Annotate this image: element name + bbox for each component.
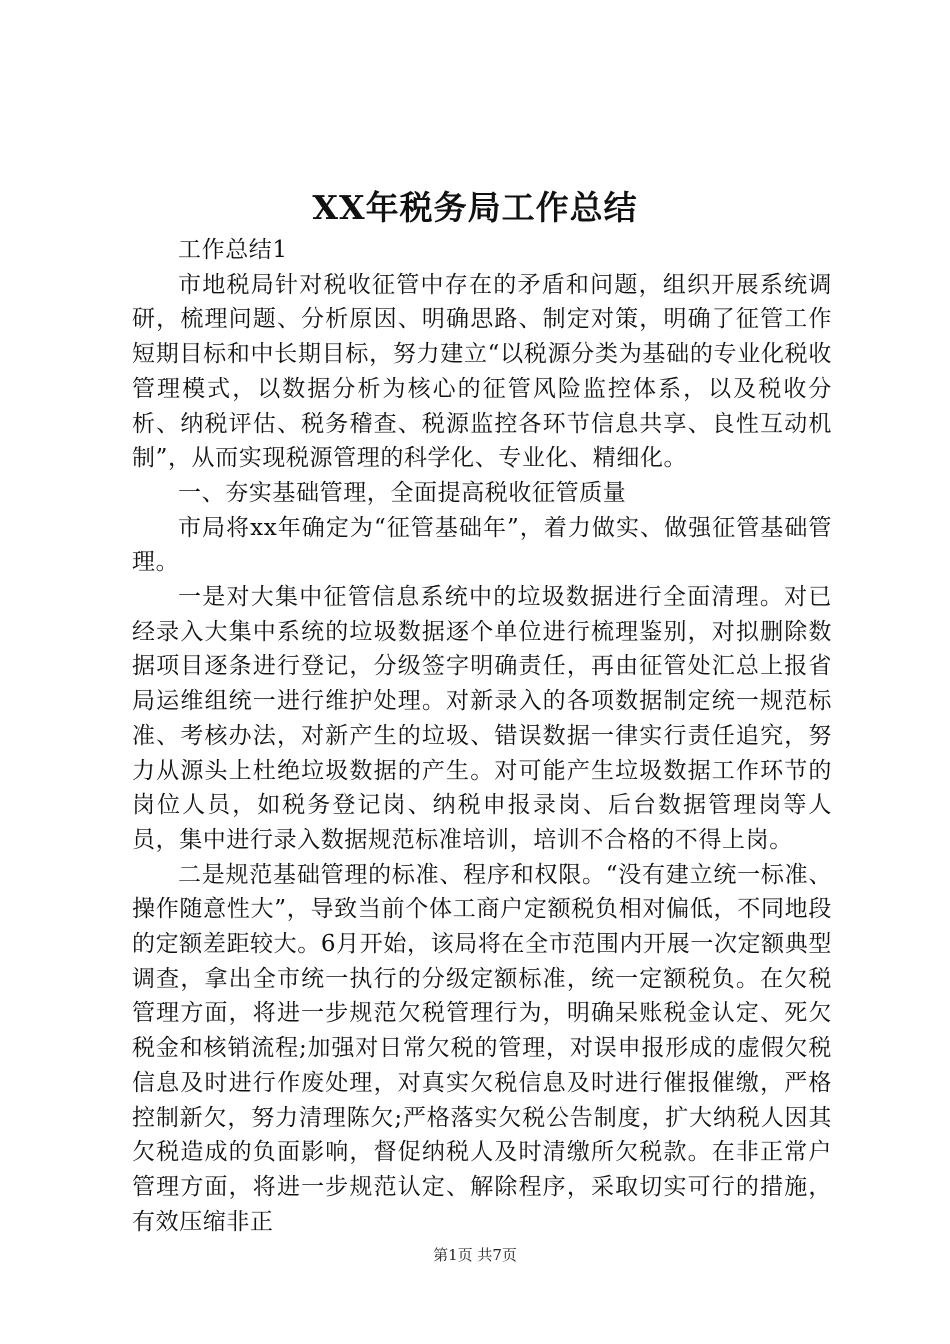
paragraph-subtitle: 工作总结1 xyxy=(178,237,288,263)
page-footer: 第1页 共7页 xyxy=(433,1246,517,1264)
document-body xyxy=(132,233,832,1239)
section-heading-1: 一、夯实基础管理，全面提高税收征管质量 xyxy=(178,479,627,506)
paragraph: 市局将xx年确定为“征管基础年”，着力做实、做强征管基础管理。 xyxy=(132,514,832,576)
paragraph: 二是规范基础管理的标准、程序和权限。“没有建立统一标准、操作随意性大”，导致当前个体工商户定额税负相对偏低，不同地段的定额差距较大。6月开始，该局将在全市范围内开展一次定额典型调查，拿出全市统一执行的分级定额标准，统一定额税负。在欠税管理方面，将进一步规范欠税管理行为，明确呆账税金认定、死欠税金和核销流程;加强对日常欠税的管理，对误申报形成的虚假欠税信息及时进行作废处理，对真实欠税信息及时进行催报催缴，严格控制新欠，努力清理陈欠;严格落实欠税公告制度，扩大纳税人因其欠税造成的负面影响，督促纳税人及时清缴所欠税款。在非正常户管理方面，将进一步规范认定、解除程序，采取切实可行的措施，有效压缩非正 xyxy=(132,861,832,1235)
paragraph: 一是对大集中征管信息系统中的垃圾数据进行全面清理。对已经录入大集中系统的垃圾数据逐个单位进行梳理鉴别，对拟删除数据项目逐条进行登记，分级签字明确责任，再由征管处汇总上报省局运维组统一进行维护处理。对新录入的各项数据制定统一规范标准、考核办法，对新产生的垃圾、错误数据一律实行责任追究，努力从源头上杜绝垃圾数据的产生。对可能产生垃圾数据工作环节的岗位人员，如税务登记岗、纳税申报录岗、后台数据管理岗等人员，集中进行录入数据规范标准培训，培训不合格的不得上岗。 xyxy=(132,584,832,853)
paragraph-intro: 市地税局针对税收征管中存在的矛盾和问题，组织开展系统调研，梳理问题、分析原因、明确思路、制定对策，明确了征管工作短期目标和中长期目标，努力建立“以税源分类为基础的专业化税收管理模式，以数据分析为核心的征管风险监控体系，以及税收分析、纳税评估、税务稽查、税源监控各环节信息共享、良性互动机制”，从而实现税源管理的科学化、专业化、精细化。 xyxy=(132,271,832,472)
document-title: XX年税务局工作总结 xyxy=(312,188,638,227)
